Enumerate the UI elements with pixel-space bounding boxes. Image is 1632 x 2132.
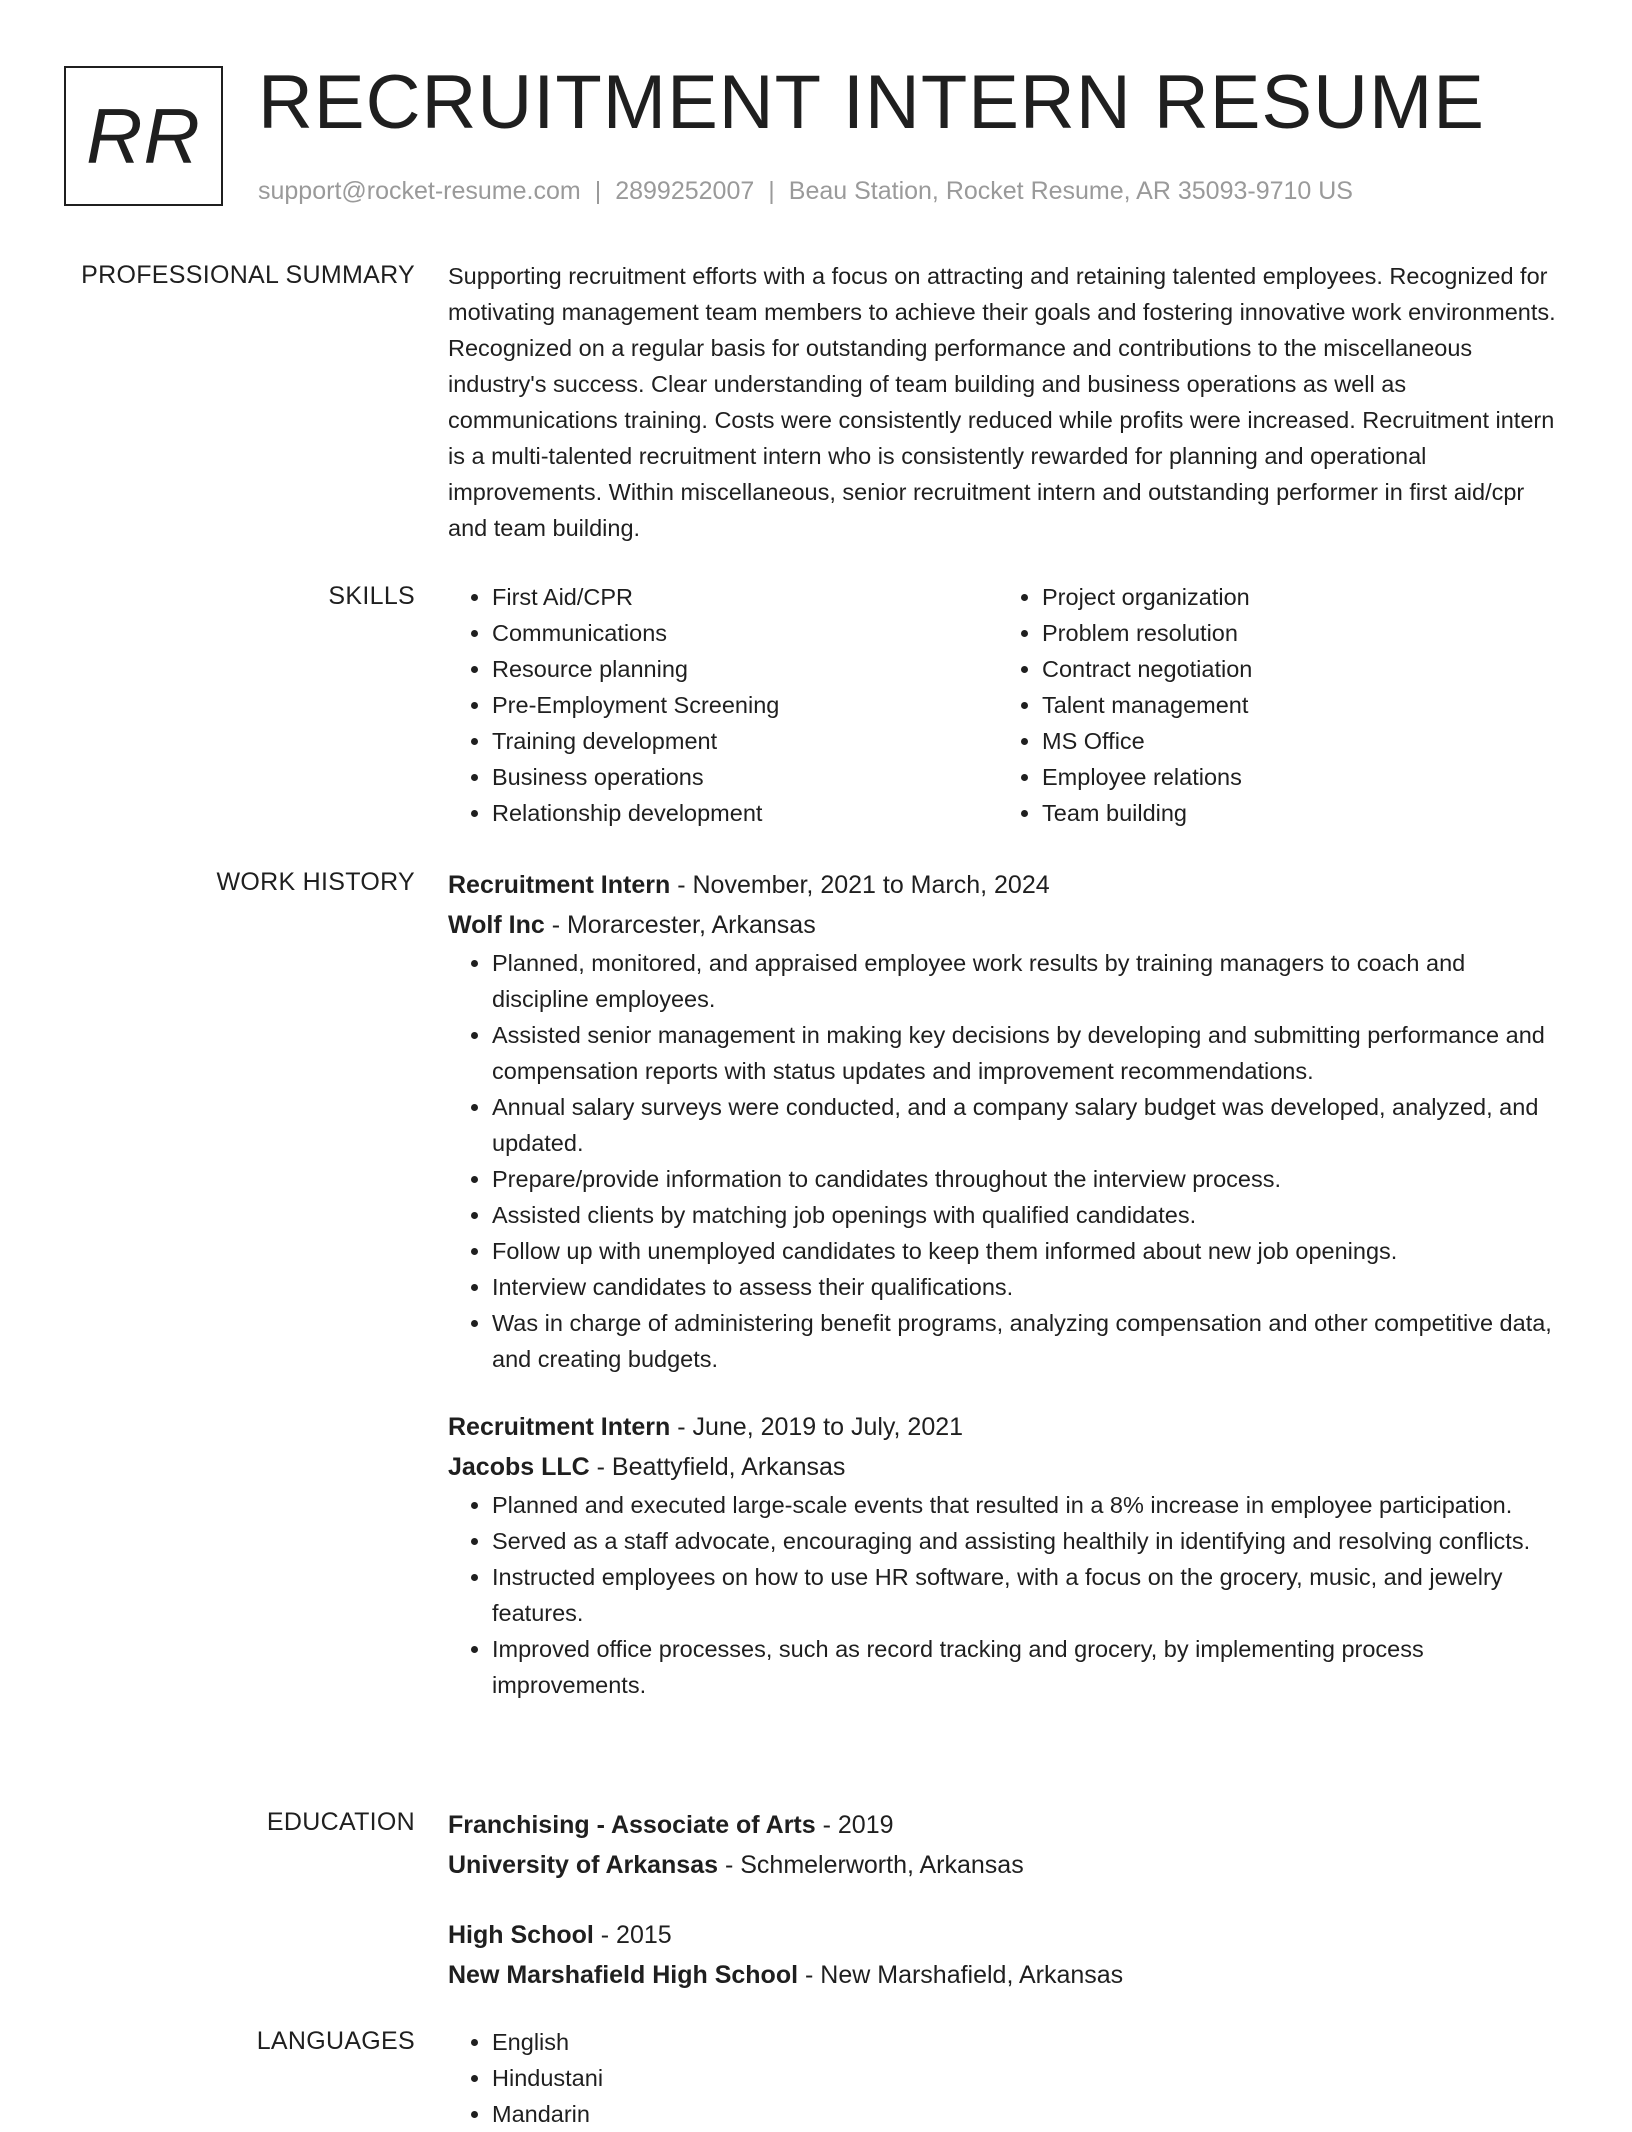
skill-item: • Resource planning bbox=[492, 651, 998, 687]
education-year: - 2019 bbox=[815, 1811, 894, 1839]
education-school-line bbox=[448, 1955, 1568, 1995]
skill-item: • Pre-Employment Screening bbox=[492, 687, 998, 723]
skills-grid bbox=[448, 579, 1568, 831]
job-bullet: • Was in charge of administering benefit programs, analyzing compensation and other competitive data, and creating budgets. bbox=[492, 1305, 1568, 1377]
job-role: Recruitment Intern bbox=[448, 1413, 671, 1441]
education-location: - New Marshafield, Arkansas bbox=[798, 1961, 1124, 1989]
skill-item: • Talent management bbox=[1042, 687, 1548, 723]
job-company: Wolf Inc bbox=[448, 911, 545, 939]
contact-address: Beau Station, Rocket Resume, AR 35093-9710 US bbox=[788, 177, 1353, 205]
language-item: • English bbox=[492, 2024, 1568, 2060]
skill-item: • Contract negotiation bbox=[1042, 651, 1548, 687]
skill-item: • Training development bbox=[492, 723, 998, 759]
skill-item: • MS Office bbox=[1042, 723, 1548, 759]
language-item: • Hindustani bbox=[492, 2060, 1568, 2096]
languages-list bbox=[448, 2024, 1568, 2132]
job-location: - Beattyfield, Arkansas bbox=[589, 1453, 846, 1481]
resume-title: RECRUITMENT INTERN RESUME bbox=[258, 60, 1485, 145]
jobs-list bbox=[448, 865, 1568, 1733]
education-school-line bbox=[448, 1845, 1568, 1885]
job-bullet: • Follow up with unemployed candidates to keep them informed about new job openings. bbox=[492, 1233, 1568, 1269]
job-title-line bbox=[448, 1407, 1568, 1447]
education-entry bbox=[448, 1805, 1568, 1885]
contact-phone[interactable]: 2899252007 bbox=[615, 177, 755, 205]
education-degree-line bbox=[448, 1805, 1568, 1845]
section-title-education: EDUCATION bbox=[266, 1808, 415, 1836]
job-bullets bbox=[448, 945, 1568, 1377]
skill-item: • Business operations bbox=[492, 759, 998, 795]
job-location: - Morarcester, Arkansas bbox=[544, 911, 816, 939]
job-bullet: • Interview candidates to assess their qualifications. bbox=[492, 1269, 1568, 1305]
skills-column-left bbox=[448, 579, 998, 831]
job-bullet: • Instructed employees on how to use HR software, with a focus on the grocery, music, and jewelry features. bbox=[492, 1559, 1568, 1631]
job-bullet: • Annual salary surveys were conducted, and a company salary budget was developed, analyzed, and updated. bbox=[492, 1089, 1568, 1161]
job-dates: - June, 2019 to July, 2021 bbox=[670, 1413, 964, 1441]
education-list bbox=[448, 1805, 1568, 2025]
education-school: University of Arkansas bbox=[448, 1851, 719, 1879]
skill-item: • Relationship development bbox=[492, 795, 998, 831]
section-title-languages: LANGUAGES bbox=[256, 2027, 415, 2055]
skill-item: • Communications bbox=[492, 615, 998, 651]
education-degree: Franchising - Associate of Arts bbox=[448, 1811, 816, 1839]
education-location: - Schmelerworth, Arkansas bbox=[718, 1851, 1024, 1879]
section-title-work: WORK HISTORY bbox=[216, 868, 415, 896]
job-bullet: • Improved office processes, such as record tracking and grocery, by implementing process improvements. bbox=[492, 1631, 1568, 1703]
job-dates: - November, 2021 to March, 2024 bbox=[670, 871, 1050, 899]
contact-separator: | bbox=[768, 177, 775, 205]
skill-item: • First Aid/CPR bbox=[492, 579, 998, 615]
job-bullet: • Served as a staff advocate, encouraging and assisting healthily in identifying and resolving conflicts. bbox=[492, 1523, 1568, 1559]
education-year: - 2015 bbox=[593, 1921, 672, 1949]
education-entry bbox=[448, 1915, 1568, 1995]
summary-text: Supporting recruitment efforts with a focus on attracting and retaining talented employees. Recognized for motivating management team members to achieve their goals and fostering innovative work environments. Recognized on a regular basis for outstanding performance and contributions to the miscellaneous industry's success. Clear understanding of team building and business operations as well as communications training. Costs were consistently reduced while profits were increased. Recruitment intern is a multi-talented recruitment intern who is consistently rewarded for planning and operational improvements. Within miscellaneous, senior recruitment intern and outstanding performer in first aid/cpr and team building. bbox=[448, 263, 1556, 541]
skill-item: • Problem resolution bbox=[1042, 615, 1548, 651]
language-item: • Mandarin bbox=[492, 2096, 1568, 2132]
contact-line bbox=[258, 174, 1353, 208]
monogram-logo: RR bbox=[64, 66, 223, 206]
job-bullets bbox=[448, 1487, 1568, 1703]
skill-item: • Project organization bbox=[1042, 579, 1548, 615]
job-company-line bbox=[448, 1447, 1568, 1487]
contact-email[interactable]: support@rocket-resume.com bbox=[258, 177, 581, 205]
job-bullet: • Prepare/provide information to candidates throughout the interview process. bbox=[492, 1161, 1568, 1197]
job-bullet: • Planned, monitored, and appraised employee work results by training managers to coach and discipline employees. bbox=[492, 945, 1568, 1017]
education-school: New Marshafield High School bbox=[448, 1961, 799, 1989]
job-title-line bbox=[448, 865, 1568, 905]
contact-separator: | bbox=[594, 177, 602, 205]
job-role: Recruitment Intern bbox=[448, 871, 671, 899]
section-title-summary: PROFESSIONAL SUMMARY bbox=[81, 261, 415, 289]
skills-column-right bbox=[998, 579, 1548, 831]
job-entry bbox=[448, 1407, 1568, 1703]
section-title-skills: SKILLS bbox=[328, 582, 415, 610]
education-degree: High School bbox=[448, 1921, 594, 1949]
job-bullet: • Assisted senior management in making key decisions by developing and submitting performance and compensation reports with status updates and improvement recommendations. bbox=[492, 1017, 1568, 1089]
job-bullet: • Planned and executed large-scale events that resulted in a 8% increase in employee participation. bbox=[492, 1487, 1568, 1523]
skill-item: • Employee relations bbox=[1042, 759, 1548, 795]
job-company-line bbox=[448, 905, 1568, 945]
job-company: Jacobs LLC bbox=[448, 1453, 590, 1481]
job-entry bbox=[448, 865, 1568, 1377]
job-bullet: • Assisted clients by matching job openings with qualified candidates. bbox=[492, 1197, 1568, 1233]
skill-item: • Team building bbox=[1042, 795, 1548, 831]
education-degree-line bbox=[448, 1915, 1568, 1955]
